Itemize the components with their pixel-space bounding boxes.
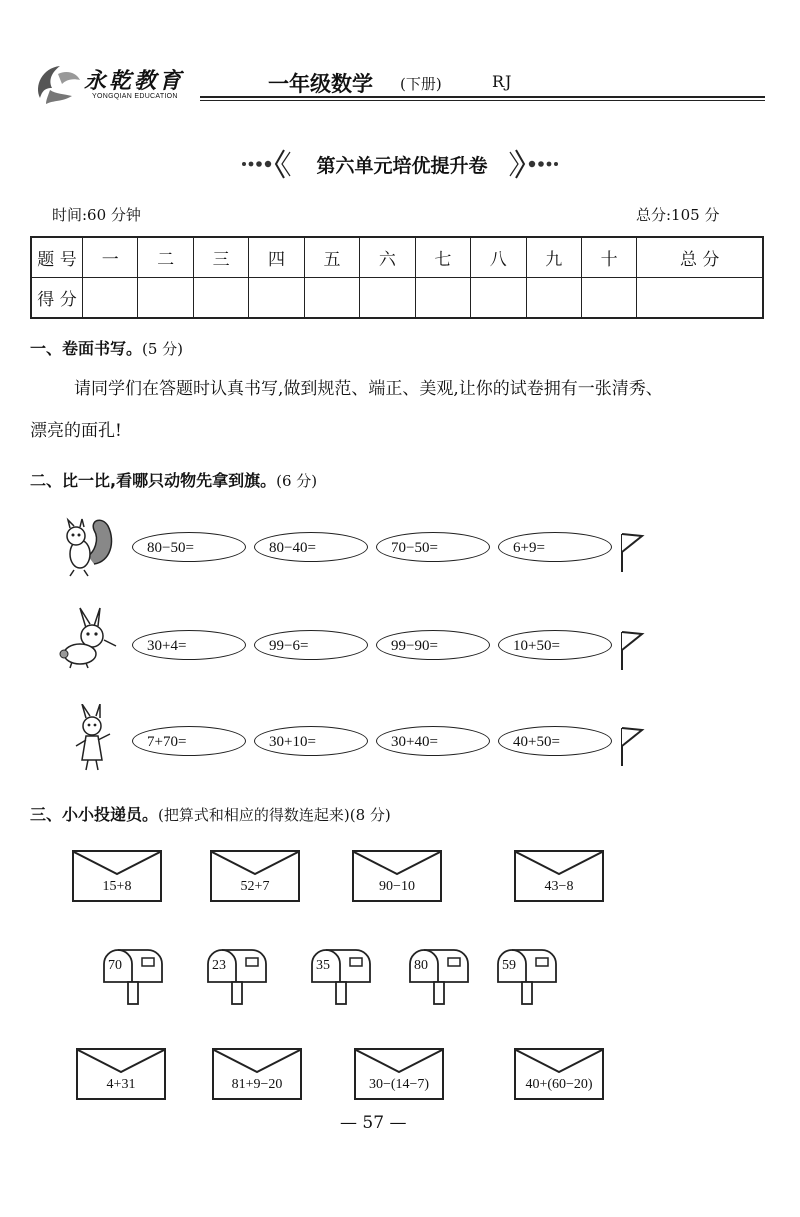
race-step: 30+40= [376,726,490,756]
mailbox-number: 35 [316,958,330,973]
mailbox-icon[interactable] [206,946,268,1008]
race-step: 99−90= [376,630,490,660]
score-cell[interactable] [304,278,359,319]
section-2-title [30,468,317,491]
mailbox-icon[interactable] [102,946,164,1008]
col-5: 五 [304,237,359,278]
col-8: 八 [471,237,526,278]
envelope-expression: 90−10 [379,879,415,894]
envelope-expression: 4+31 [106,1077,136,1092]
score-cell[interactable] [193,278,248,319]
race-step: 80−50= [132,532,246,562]
page-number: — 57 — [340,1113,407,1133]
envelope-icon[interactable] [354,1048,444,1100]
col-2: 二 [138,237,193,278]
rabbit-icon [58,606,122,670]
section-2-points: (6 分) [276,472,318,490]
race-step: 7+70= [132,726,246,756]
envelope-icon[interactable] [212,1048,302,1100]
score-cell[interactable] [526,278,581,319]
section-3-heading: 三、小小投递员。 [30,805,159,824]
mailbox-number: 23 [212,958,226,973]
col-7: 七 [415,237,470,278]
logo-swirl-icon [32,60,82,108]
brand-name: 永乾教育 [84,68,185,94]
race-step: 80−40= [254,532,368,562]
exam-time: 时间:60 分钟 [52,206,141,224]
score-label: 得 分 [31,278,83,319]
race-step: 30+10= [254,726,368,756]
score-table [30,236,764,319]
mailbox-number: 59 [502,958,516,973]
score-cell[interactable] [471,278,526,319]
col-6: 六 [360,237,415,278]
mailbox-number: 70 [108,958,122,973]
race-step: 30+4= [132,630,246,660]
mailbox-icon[interactable] [408,946,470,1008]
col-9: 九 [526,237,581,278]
col-3: 三 [193,237,248,278]
score-cell[interactable] [360,278,415,319]
envelope-expression: 81+9−20 [231,1077,283,1092]
mailbox-icon[interactable] [496,946,558,1008]
book-title: 一年级数学 [268,72,373,96]
envelope-icon[interactable] [210,850,300,902]
race-step: 70−50= [376,532,490,562]
col-total: 总 分 [637,237,763,278]
envelope-icon[interactable] [514,850,604,902]
section-3-note: (把算式和相应的得数连起来)(8 分) [158,806,391,824]
section-1-text-1: 请同学们在答题时认真书写,做到规范、端正、美观,让你的试卷拥有一张清秀、 [74,379,663,399]
bunny-girl-icon [70,704,116,774]
brand-logo [32,60,192,108]
envelope-expression: 43−8 [544,879,574,894]
col-4: 四 [249,237,304,278]
score-cell-total[interactable] [637,278,763,319]
score-header-row [31,237,763,278]
book-edition: RJ [492,72,513,91]
mailbox-number: 80 [414,958,428,973]
envelope-expression: 40+(60−20) [525,1077,593,1092]
score-cell[interactable] [415,278,470,319]
flag-icon [618,630,646,672]
race-step: 99−6= [254,630,368,660]
envelope-expression: 15+8 [102,879,132,894]
section-1-heading: 一、卷面书写。 [30,339,143,358]
exam-total: 总分:105 分 [636,206,720,224]
race-step: 40+50= [498,726,612,756]
book-volume: (下册) [400,75,442,93]
envelope-icon[interactable] [72,850,162,902]
unit-title-banner [240,148,560,180]
section-1-points: (5 分) [142,340,184,358]
section-2-heading: 二、比一比,看哪只动物先拿到旗。 [30,471,277,490]
envelope-icon[interactable] [352,850,442,902]
score-cell[interactable] [83,278,138,319]
header-rule-thin [200,100,765,101]
score-cell[interactable] [249,278,304,319]
header-rule [200,96,765,98]
envelope-expression: 30−(14−7) [368,1077,430,1092]
flag-icon [618,726,646,768]
col-1: 一 [83,237,138,278]
brand-name-en: YONGQIAN EDUCATION [92,93,178,100]
envelope-icon[interactable] [514,1048,604,1100]
envelope-icon[interactable] [76,1048,166,1100]
mailbox-icon[interactable] [310,946,372,1008]
race-step: 6+9= [498,532,612,562]
flag-icon [618,532,646,574]
section-3-title [30,802,391,825]
race-step: 10+50= [498,630,612,660]
score-cell[interactable] [138,278,193,319]
unit-title: 第六单元培优提升卷 [316,155,488,177]
score-cell[interactable] [581,278,636,319]
score-row [31,278,763,319]
squirrel-icon [60,512,118,578]
question-no-label: 题 号 [31,237,83,278]
col-10: 十 [581,237,636,278]
section-1-title [30,336,183,359]
section-1-text-2: 漂亮的面孔! [30,421,122,441]
envelope-expression: 52+7 [240,879,270,894]
